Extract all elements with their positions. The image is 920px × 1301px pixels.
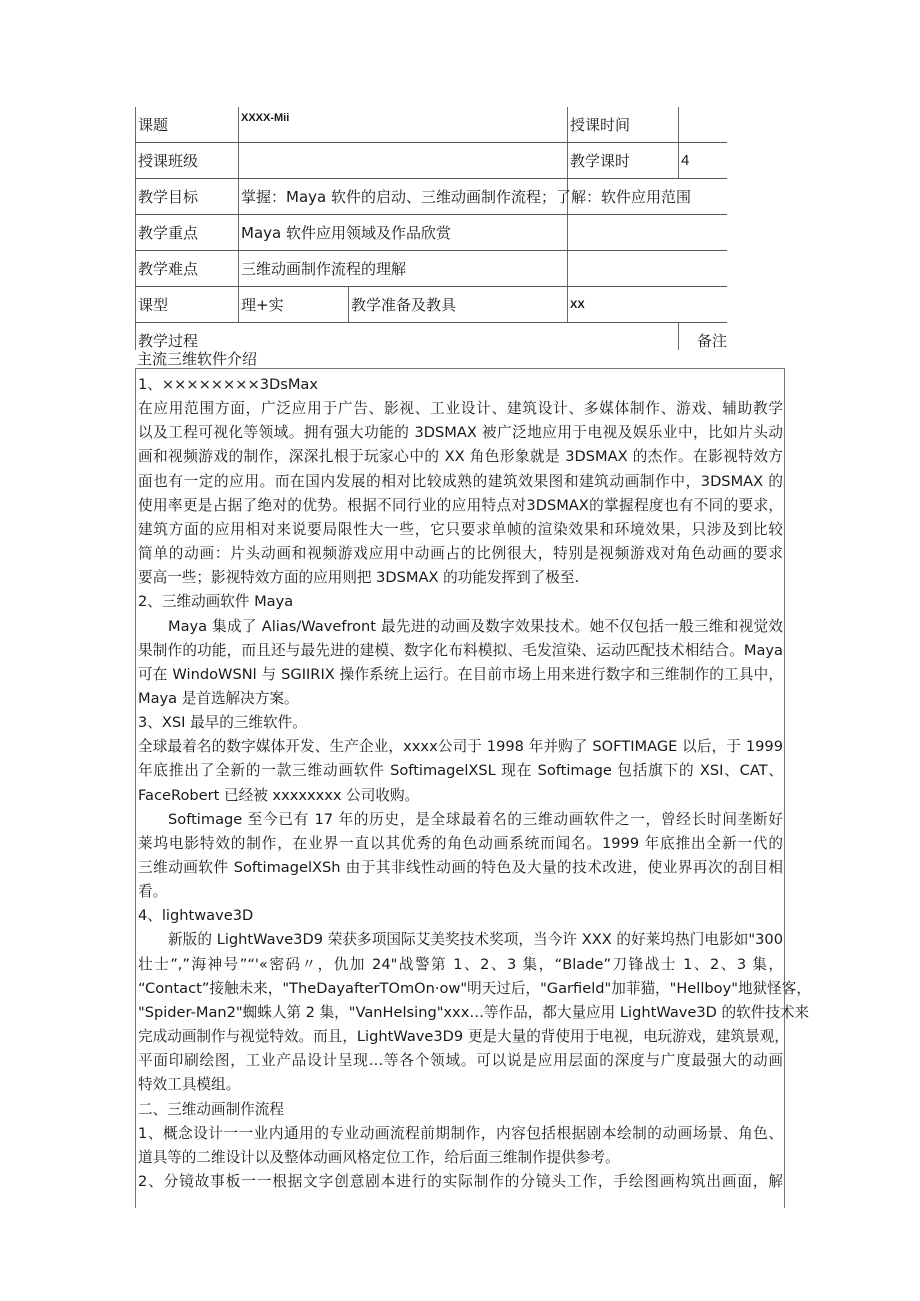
text-line: 二、三维动画制作流程 <box>138 1100 284 1118</box>
text-line: 果制作的功能，而且还与最先进的建模、数字化布料模拟、毛发渲染、运动匹配技术相结合。Maya <box>138 641 783 659</box>
text-line: 画和视频游戏的制作，深深扎根于玩家心中的 XX 角色形象就是 3DSMAX 的杰作。在影视特效方 <box>138 448 783 466</box>
section-title: 主流三维软件介绍 <box>137 350 258 368</box>
text-line: 完成动画制作与视觉特效。而且，LightWave3D9 更是大量的背使用于电视，电玩游戏，建筑景观， <box>138 1028 789 1046</box>
text-line: “Contact”接触未来，"TheDayafterTOmOn·ow"明天过后，"Garfield"加菲猫，"Hellboy"地狱怪客， <box>138 979 811 997</box>
text-line: 三维动画软件 SoftimagelXSh 由于其非线性动画的特色及大量的技术改进，使业界再次的刮目相 <box>138 859 783 876</box>
text-line: Softimage 至今已有 17 年的历史，是全球最着名的三维动画软件之一，曾经长时间垄断好 <box>168 810 783 828</box>
hours-label: 教学课时 <box>570 152 631 170</box>
focus-label: 教学重点 <box>138 224 199 242</box>
text-line: 要高一些；影视特效方面的应用则把 3DSMAX 的功能发挥到了极至. <box>138 569 580 587</box>
text-line: 3、XSI 最早的三维软件。 <box>138 714 307 732</box>
text-line: "Spider-Man2"蜘蛛人第 2 集，"VanHelsing"xxx…等作品，都大量应用 LightWave3D 的软件技术来 <box>138 1003 810 1021</box>
topic-value: XXXX-Mii <box>241 112 290 124</box>
text-line: 特效工具模组。 <box>138 1076 241 1094</box>
time-label: 授课时间 <box>570 116 631 134</box>
text-line: 建筑方面的应用相对来说要局限性大一些，它只要求单帧的渲染效果和环境效果，只涉及到比较 <box>138 520 783 538</box>
type-label: 课型 <box>138 296 169 314</box>
goal-label: 教学目标 <box>138 188 199 206</box>
text-line: 4、lightwave3D <box>138 907 254 925</box>
prep-label: 教学准备及教具 <box>351 296 457 314</box>
text-line: 1、概念设计一一业内通用的专业动画流程前期制作，内容包括根据剧本绘制的动画场景、角色、 <box>138 1124 783 1142</box>
text-line: 莱坞电影特效的制作，在业界一直以其优秀的角色动画系统而闻名。1999 年底推出全新一代的 <box>138 834 783 852</box>
goal-value: 掌握：Maya 软件的启动、三维动画制作流程；了解：软件应用范围 <box>241 188 691 206</box>
difficulty-value: 三维动画制作流程的理解 <box>241 260 407 278</box>
class-label: 授课班级 <box>138 152 199 170</box>
difficulty-label: 教学难点 <box>138 260 199 278</box>
text-line: 道具等的二维设计以及整体动画风格定位工作，给后面三维制作提供参考。 <box>138 1148 620 1166</box>
text-line: 1、××××××××3DsMax <box>138 376 318 393</box>
text-line: 新版的 LightWave3D9 荣获多项国际艾美奖技术奖项，当今许 XXX 的好莱坞热门电影如"300 <box>168 931 783 949</box>
text-line: 使用率更是占据了绝对的优势。根据不同行业的应用特点对3DSMAX的掌握程度也有不同的要求， <box>138 496 783 514</box>
type-value: 理+实 <box>241 296 284 314</box>
focus-value: Maya 软件应用领域及作品欣赏 <box>241 224 451 242</box>
text-line: 简单的动画：片头动画和视频游戏应用中动画占的比例很大，特别是视频游戏对角色动画的要求 <box>138 545 783 563</box>
text-line: 壮士”,”海神号”“'«密码〃，仇加 24"战警第 1、2、3 集，“Blade”刀锋战士 1、2、3 集， <box>138 955 783 973</box>
text-line: Maya 是首选解决方案。 <box>138 689 299 707</box>
hours-value: 4 <box>681 152 690 169</box>
process-label: 教学过程 <box>138 332 199 350</box>
text-line: 2、分镜故事板一一根据文字创意剧本进行的实际制作的分镜头工作，手绘图画构筑出画面，解 <box>138 1172 783 1190</box>
text-line: Maya 集成了 Alias/Wavefront 最先进的动画及数字效果技术。她不仅包括一般三维和视觉效 <box>168 617 783 635</box>
prep-value: XX <box>570 299 585 311</box>
text-line: 以及工程可视化等领域。拥有强大功能的 3DSMAX 被广泛地应用于电视及娱乐业中，比如片头动 <box>138 424 783 442</box>
text-line: 2、三维动画软件 Maya <box>138 593 294 611</box>
text-line: FaceRobert 已经被 xxxxxxxx 公司收购。 <box>138 786 420 804</box>
topic-label: 课题 <box>138 116 169 134</box>
text-line: 年底推出了全新的一款三维动画软件 SoftimagelXSL 现在 Softimage 包括旗下的 XSI、CAT、 <box>138 762 783 780</box>
text-line: 可在 WindoWSNl 与 SGIIRIX 操作系统上运行。在目前市场上用来进行数字和三维制作的工具中， <box>138 665 783 683</box>
text-line: 看。 <box>138 883 168 901</box>
content-box <box>135 368 811 1208</box>
text-line: 全球最着名的数字媒体开发、生产企业，xxxx公司于 1998 年并购了 SOFTIMAGE 以后，于 1999 <box>138 738 783 756</box>
notes-label: 备注 <box>697 332 728 350</box>
text-line: 在应用范围方面，广泛应用于广告、影视、工业设计、建筑设计、多媒体制作、游戏、辅助教学 <box>138 400 783 418</box>
text-line: 平面印刷绘图，工业产品设计呈现…等各个领域。可以说是应用层面的深度与广度最强大的动画 <box>138 1052 783 1070</box>
text-line: 面也有一定的应用。而在国内发展的相对比较成熟的建筑效果图和建筑动画制作中，3DSMAX 的 <box>138 472 783 490</box>
